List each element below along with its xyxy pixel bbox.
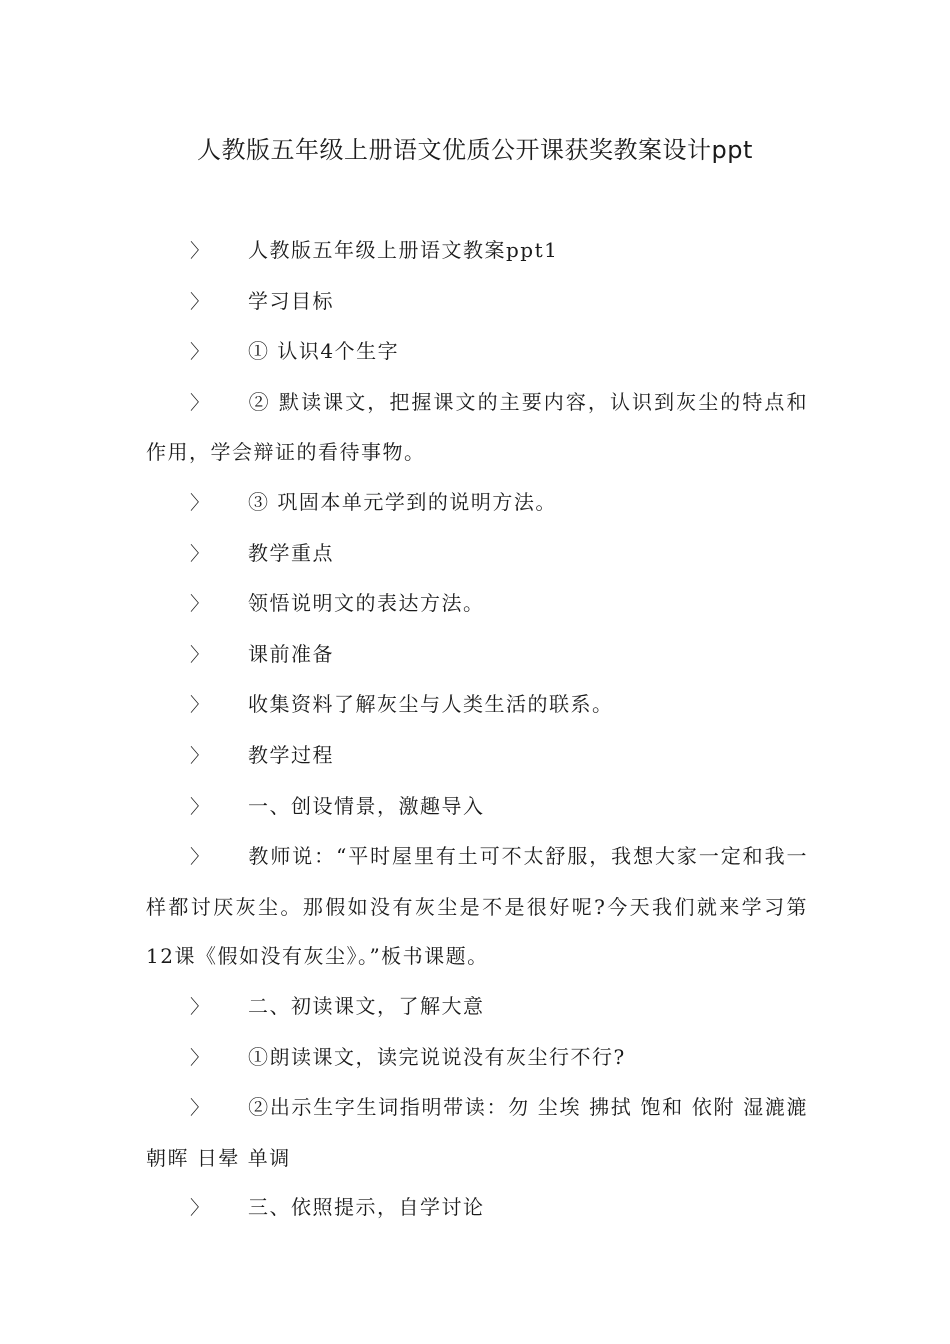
paragraph — [146, 579, 808, 630]
paragraph-text: 人教版五年级上册语文教案ppt1 — [248, 238, 559, 262]
bullet-arrow-icon: 〉 — [190, 290, 211, 313]
paragraph-text: 领悟说明文的表达方法。 — [248, 591, 485, 616]
paragraph-text: 课前准备 — [248, 641, 334, 666]
paragraph-text: 教师说：“平时屋里有土可不太舒服，我想大家一定和我一样都讨厌灰尘。那假如没有灰尘是不是很好呢?今天我们就来学习第12课《假如没有灰尘》。”板书课题。 — [146, 844, 808, 969]
paragraph-text: ①朗读课文，读完说说没有灰尘行不行? — [248, 1044, 626, 1069]
paragraph-text: ③ 巩固本单元学到的说明方法。 — [248, 489, 557, 514]
bullet-arrow-icon: 〉 — [190, 391, 211, 414]
bullet-arrow-icon: 〉 — [190, 240, 211, 262]
bullet-arrow-icon: 〉 — [190, 846, 211, 869]
paragraph-text: ②出示生字生词指明带读：勿 尘埃 拂拭 饱和 依附 湿漉漉 朝晖 日晕 单调 — [146, 1095, 808, 1170]
paragraph-text: 一、创设情景，激趣导入 — [248, 793, 485, 818]
paragraph — [146, 832, 808, 982]
paragraph-text: 三、依照提示，自学讨论 — [248, 1195, 485, 1220]
paragraph — [146, 1083, 808, 1183]
paragraph-text: ② 默读课文，把握课文的主要内容，认识到灰尘的特点和作用，学会辩证的看待事物。 — [146, 389, 808, 465]
bullet-arrow-icon: 〉 — [190, 542, 211, 565]
paragraph — [146, 1183, 808, 1234]
paragraph — [146, 226, 808, 277]
paragraph — [146, 982, 808, 1033]
bullet-arrow-icon: 〉 — [190, 694, 211, 717]
paragraph-text: 收集资料了解灰尘与人类生活的联系。 — [248, 692, 614, 717]
bullet-arrow-icon: 〉 — [190, 744, 211, 767]
paragraph — [146, 529, 808, 580]
paragraph-text: 教学过程 — [248, 742, 334, 767]
paragraph-text: 二、初读课文，了解大意 — [248, 993, 485, 1018]
paragraph — [146, 277, 808, 328]
bullet-arrow-icon: 〉 — [190, 795, 211, 818]
document-body — [146, 226, 808, 1234]
paragraph — [146, 378, 808, 478]
paragraph — [146, 478, 808, 529]
paragraph — [146, 327, 808, 378]
paragraph — [146, 782, 808, 833]
paragraph — [146, 731, 808, 782]
paragraph-text: 学习目标 — [248, 288, 334, 313]
bullet-arrow-icon: 〉 — [190, 1046, 211, 1069]
paragraph-text: 教学重点 — [248, 540, 334, 565]
paragraph — [146, 630, 808, 681]
bullet-arrow-icon: 〉 — [190, 1097, 211, 1120]
document-title: 人教版五年级上册语文优质公开课获奖教案设计ppt — [197, 136, 753, 164]
bullet-arrow-icon: 〉 — [190, 995, 211, 1018]
paragraph — [146, 680, 808, 731]
bullet-arrow-icon: 〉 — [190, 593, 211, 616]
bullet-arrow-icon: 〉 — [190, 643, 211, 666]
paragraph-text: ① 认识4个生字 — [248, 339, 400, 364]
paragraph — [146, 1033, 808, 1084]
bullet-arrow-icon: 〉 — [190, 491, 211, 514]
bullet-arrow-icon: 〉 — [190, 341, 211, 364]
bullet-arrow-icon: 〉 — [190, 1197, 211, 1220]
